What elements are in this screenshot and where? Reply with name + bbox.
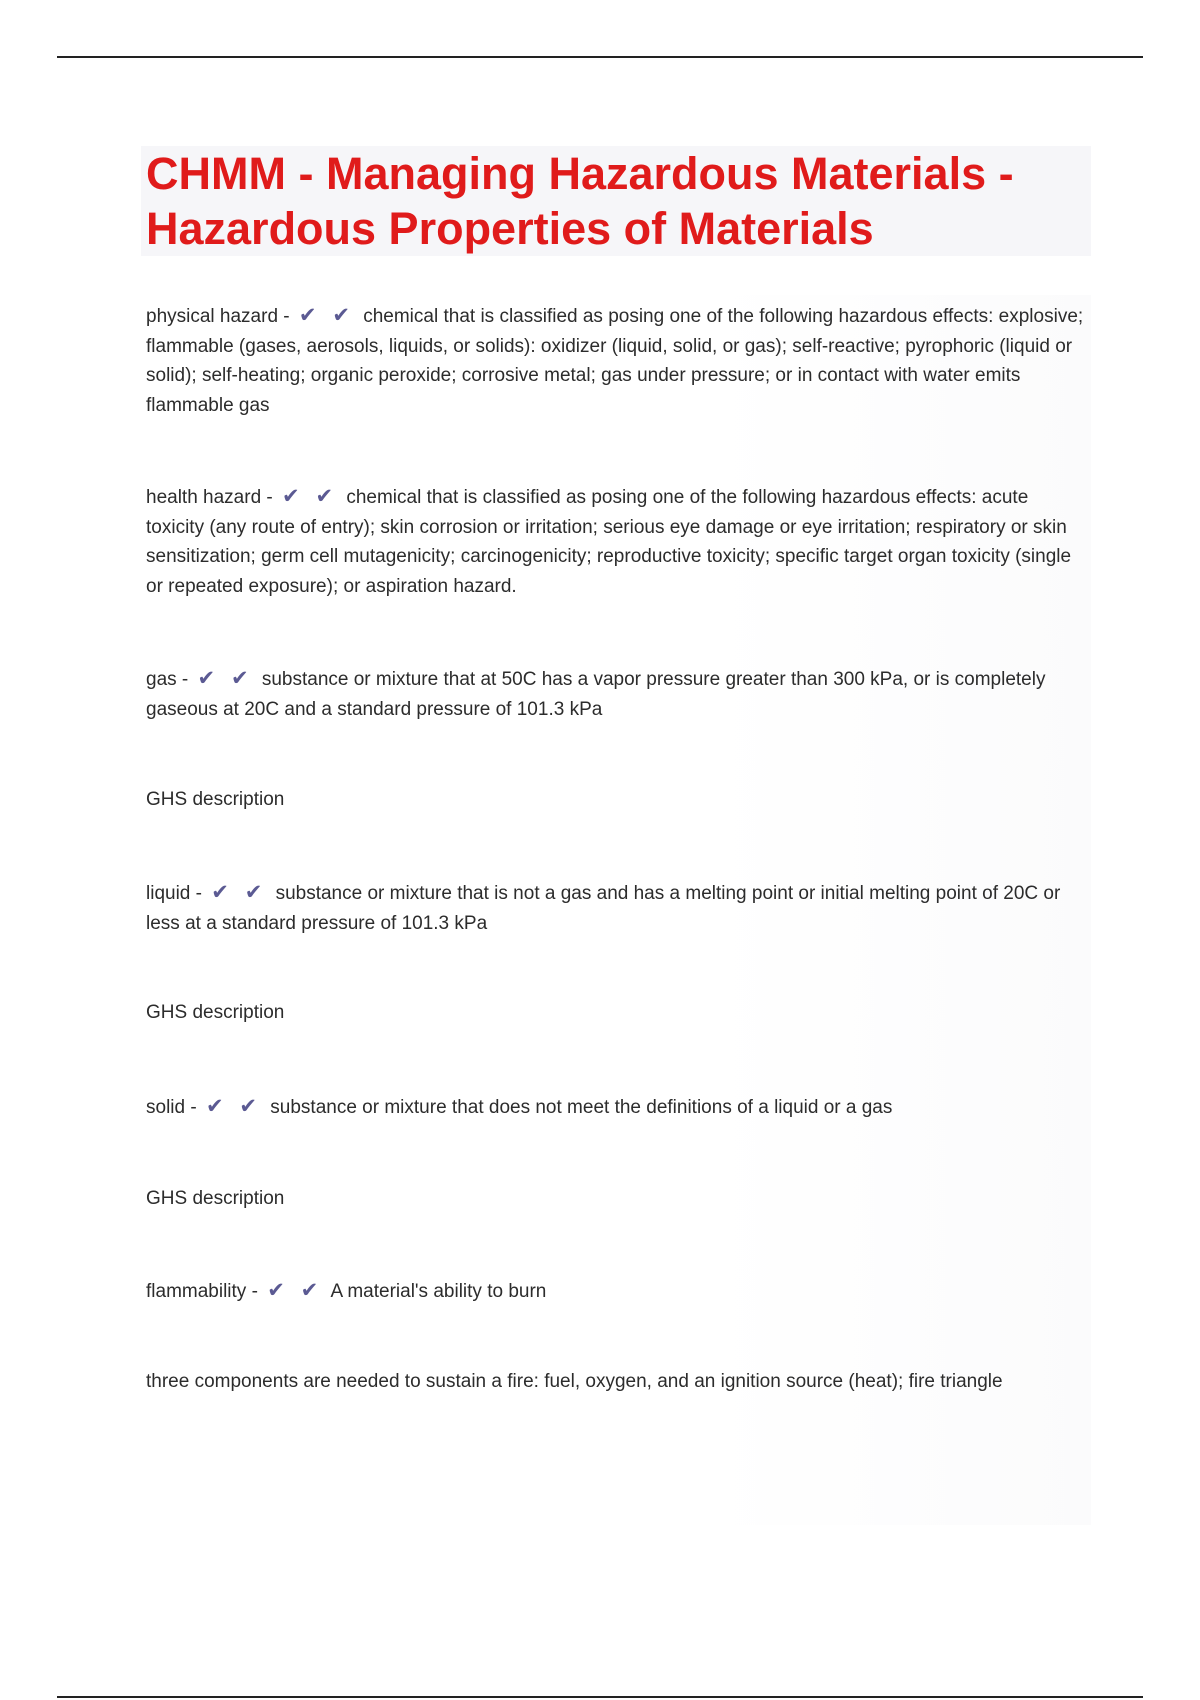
note-ghs-description: GHS description <box>146 1188 285 1209</box>
double-check-icon: ✔ ✔ <box>211 881 268 904</box>
note-fire-triangle: three components are needed to sustain a fire: fuel, oxygen, and an ignition source (heat); fire triangle <box>146 1371 1003 1392</box>
entry-term: health hazard - <box>146 487 273 508</box>
double-check-icon: ✔ ✔ <box>205 1095 262 1118</box>
entry-liquid <box>146 878 1086 938</box>
double-check-icon: ✔ ✔ <box>197 667 254 690</box>
document-title: CHMM - Managing Hazardous Materials - Hazardous Properties of Materials <box>146 148 1014 254</box>
entry-physical-hazard <box>146 301 1086 420</box>
entry-flammability <box>146 1276 1086 1307</box>
footer-rule <box>57 1696 1143 1698</box>
double-check-icon: ✔ ✔ <box>298 304 355 327</box>
double-check-icon: ✔ ✔ <box>267 1279 324 1302</box>
entry-solid <box>146 1092 1086 1123</box>
entry-term: solid - <box>146 1097 197 1118</box>
entry-term: flammability - <box>146 1281 258 1302</box>
entry-term: physical hazard - <box>146 306 290 327</box>
entry-term: liquid - <box>146 883 202 904</box>
header-rule <box>57 56 1143 58</box>
entry-term: gas - <box>146 669 189 690</box>
entry-definition: substance or mixture that is not a gas and has a melting point or initial melting point of 20C or less at a standard pressure of 101.3 kPa <box>146 883 1061 934</box>
entry-definition: chemical that is classified as posing one of the following hazardous effects: acute toxicity (any route of entry); skin corrosion or irritation; serious eye damage or eye irritation; respiratory or skin sensitization; germ cell mutagenicity; carcinogenicity; reproductive toxicity; specific target organ toxicity (single or repeated exposure); or aspiration hazard. <box>146 487 1072 597</box>
entry-definition: substance or mixture that does not meet the definitions of a liquid or a gas <box>270 1097 893 1118</box>
entry-health-hazard <box>146 482 1086 601</box>
double-check-icon: ✔ ✔ <box>282 485 339 508</box>
flashcard-list <box>141 295 1091 1525</box>
entry-definition: A material's ability to burn <box>330 1281 547 1302</box>
note-ghs-description: GHS description <box>146 1002 285 1023</box>
entry-gas <box>146 664 1086 724</box>
title-block <box>141 146 1091 256</box>
entry-definition: chemical that is classified as posing one of the following hazardous effects: explosive; flammable (gases, aerosols, liquids, or solids): oxidizer (liquid, solid, or gas); self-reactive; pyrophoric (liquid or solid); self-heating; organic peroxide; corrosive metal; gas under pressure; or in contact with water emits flammable gas <box>146 306 1084 416</box>
entry-definition: substance or mixture that at 50C has a vapor pressure greater than 300 kPa, or is completely gaseous at 20C and a standard pressure of 101.3 kPa <box>146 669 1046 720</box>
note-ghs-description: GHS description <box>146 789 285 810</box>
